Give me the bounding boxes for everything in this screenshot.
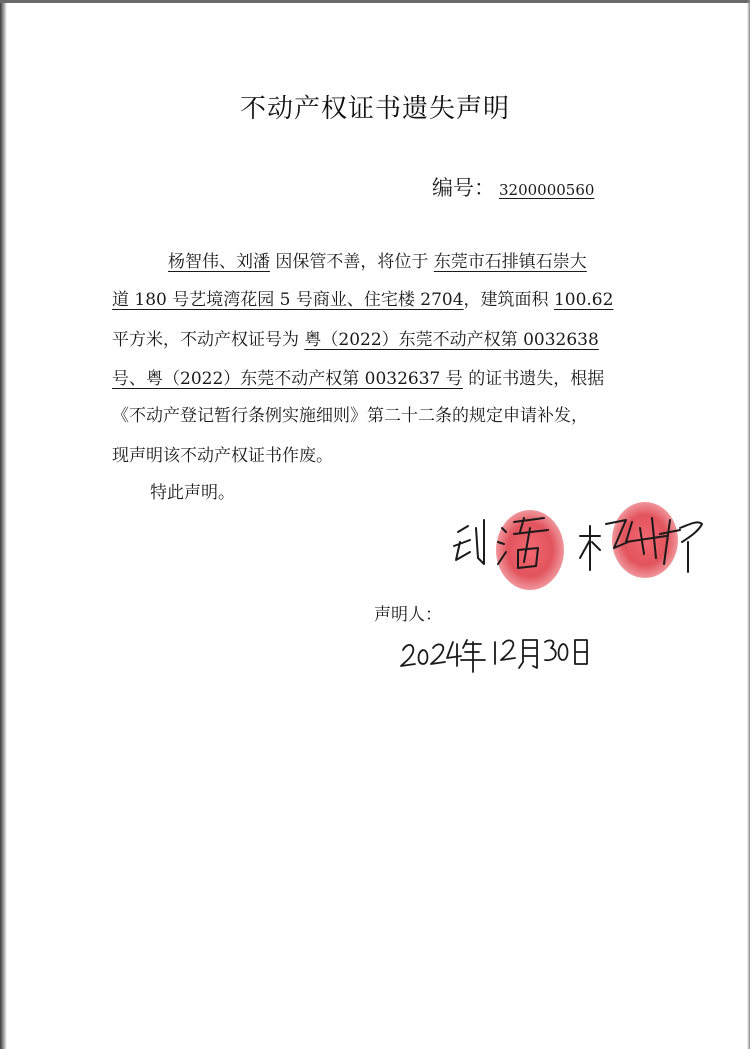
body-line-4 <box>112 366 604 392</box>
text-segment: ，建筑面积 <box>463 290 554 310</box>
handwritten-date <box>395 628 595 676</box>
text-segment: 的证书遗失，根据 <box>462 369 605 389</box>
number-value: 3200000560 <box>499 181 595 199</box>
body-line-1 <box>168 249 587 275</box>
closing-statement: 特此声明。 <box>150 483 235 503</box>
property-address: 东莞市石排镇石崇大 <box>433 252 587 272</box>
document-title: 不动产权证书遗失声明 <box>239 94 510 124</box>
signature-block <box>440 498 730 598</box>
body-line-6: 现声明该不动产权证书作废。 <box>112 446 333 466</box>
declarant-label: 声明人： <box>374 605 442 625</box>
fingerprint-1 <box>496 510 564 590</box>
certificate-number: 粤（2022）东莞不动产权第 0032638 <box>304 330 599 350</box>
handwritten-date-drawing <box>395 628 595 676</box>
scan-edge-left <box>0 0 7 1049</box>
scan-edge-top <box>0 0 750 3</box>
owner-names: 杨智伟、刘潘 <box>168 252 270 272</box>
document-number <box>432 172 594 202</box>
property-address-cont: 道 180 号艺境湾花园 5 号商业、住宅楼 2704 <box>112 290 464 310</box>
body-line-3 <box>112 327 599 353</box>
text-segment: 因保管不善，将位于 <box>270 252 434 272</box>
certificate-number-cont: 号、粤（2022）东莞不动产权第 0032637 号 <box>112 369 463 389</box>
building-area: 100.62 <box>553 290 614 310</box>
body-line-5: 《不动产登记暂行条例实施细则》第二十二条的规定申请补发， <box>112 406 588 426</box>
body-line-2 <box>112 287 613 313</box>
handwritten-signature <box>440 498 730 598</box>
text-segment: 平方米，不动产权证号为 <box>112 330 305 350</box>
number-label: 编号： <box>432 176 495 200</box>
